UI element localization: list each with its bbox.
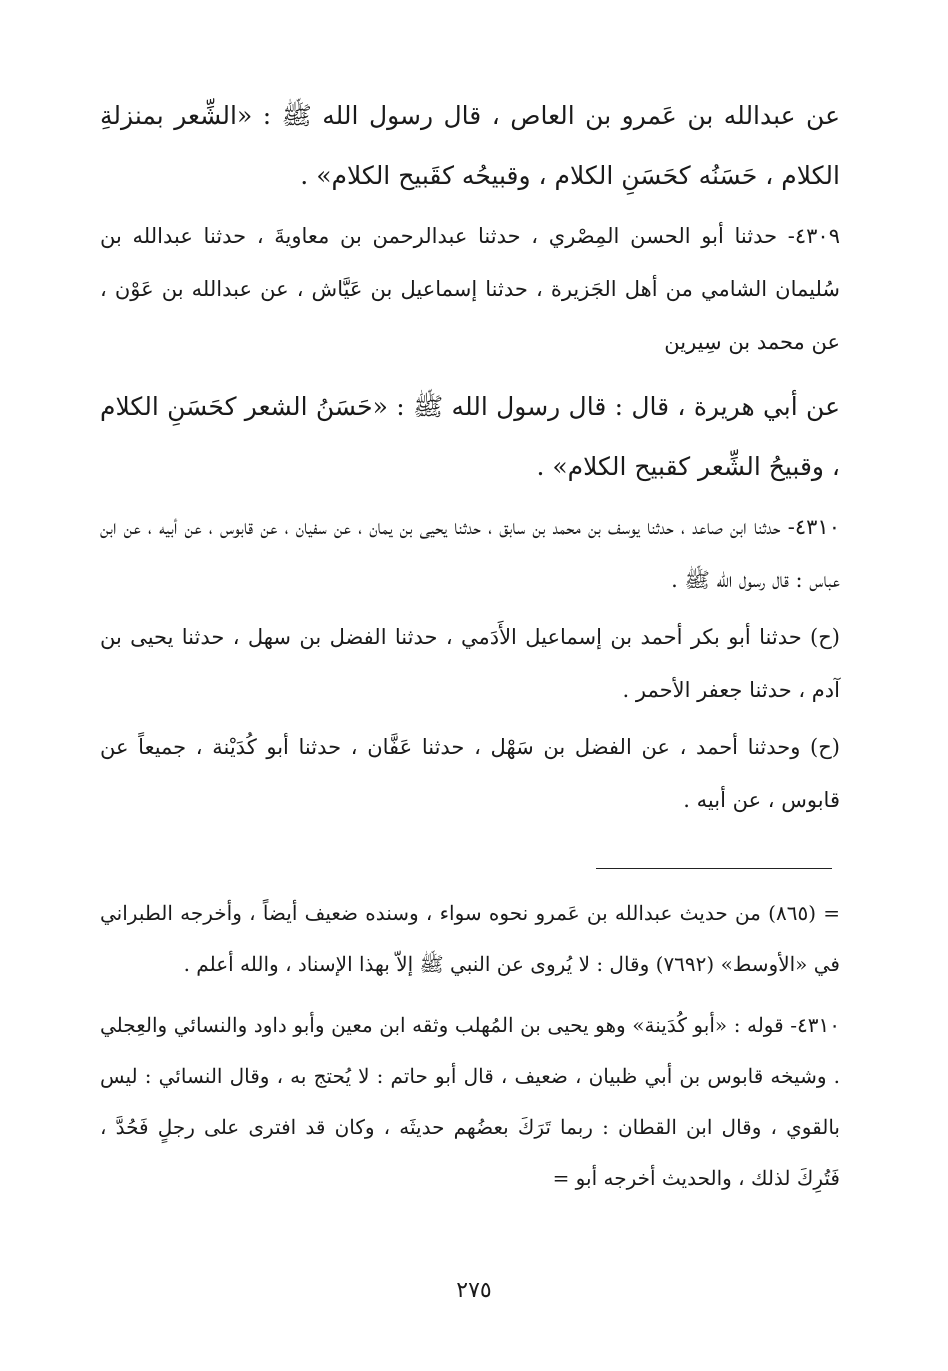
isnad-4310-third-chain: (ح) وحدثنا أحمد ، عن الفضل بن سَهْل ، حدثنا عَفَّان ، حدثنا أبو كُدَيْنة ، جميعاً عن قابوس ، عن أبيه . bbox=[100, 735, 840, 812]
isnad-4310-second-chain: (ح) حدثنا أبو بكر أحمد بن إسماعيل الأَدَمي ، حدثنا الفضل بن سهل ، حدثنا يحيى بن آدم ، حدثنا جعفر الأحمر . bbox=[100, 625, 840, 702]
page-number: ٢٧٥ bbox=[456, 1278, 492, 1303]
isnad-4310: ٤٣١٠- حدثنا ابن صاعد ، حدثنا يوسف بن محمد بن سابق ، حدثنا يحيى بن يمان ، عن سفيان ، عن قابوس ، عن أبيه ، عن ابن عباس : قال رسول الله ﷺ . bbox=[100, 515, 840, 592]
hadith-text-2: عن أبي هريرة ، قال : قال رسول الله ﷺ : «حَسَنُ الشعر كحَسَنِ الكلام ، وقبيحُ الشِّعر كقبيح الكلام» . bbox=[100, 392, 840, 481]
main-text bbox=[100, 86, 840, 827]
isnad-4309: ٤٣٠٩- حدثنا أبو الحسن المِصْري ، حدثنا عبدالرحمن بن معاويةَ ، حدثنا عبدالله بن سُليمان الشامي من أهل الجَزيرة ، حدثنا إسماعيل بن عَيَّاش ، عن عبدالله بن عَوْن ، عن محمد بن سِيرين bbox=[100, 224, 840, 354]
hadith-text-1: عن عبدالله بن عَمرو بن العاص ، قال رسول الله ﷺ : «الشِّعر بمنزلةِ الكلام ، حَسَنُه كحَسَنِ الكلام ، وقبيحُه كقَبيح الكلام» . bbox=[100, 101, 840, 190]
footnote-divider bbox=[596, 868, 832, 869]
footnotes bbox=[100, 888, 840, 1204]
footnote-continuation: = (٨٦٥) من حديث عبدالله بن عَمرو نحوه سواء ، وسنده ضعيف أيضاً ، وأخرجه الطبراني في «الأوسط» (٧٦٩٢) وقال : لا يُروى عن النبي ﷺ إلاّ بهذا الإسناد ، والله أعلم . bbox=[100, 901, 840, 976]
footnote-4310: ٤٣١٠- قوله : «أبو كُدَينة» وهو يحيى بن المُهلب وثقه ابن معين وأبو داود والنسائي والعِجلي . وشيخه قابوس بن أبي ظبيان ، ضعيف ، قال أبو حاتم : لا يُحتج به ، وقال النسائي : ليس بالقوي ، وقال ابن القطان : ربما تَرَكَ بعضُهم حديثَه ، وكان قد افترى على رجلٍ فَحُدَّ ، فَتُرِكَ لذلك ، والحديث أخرجه أبو = bbox=[100, 1013, 840, 1190]
